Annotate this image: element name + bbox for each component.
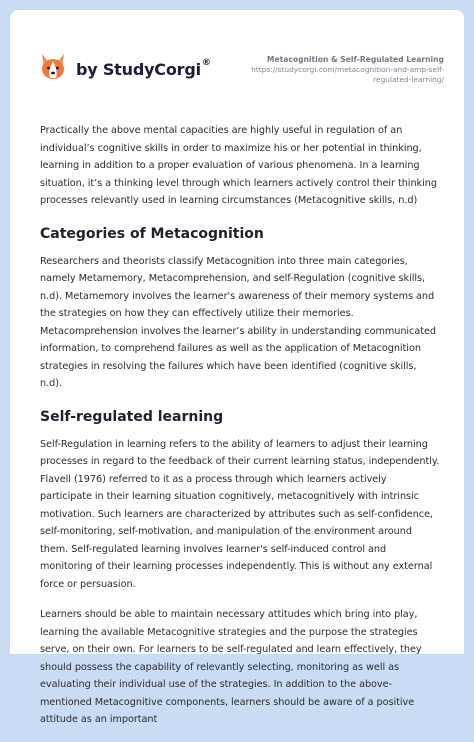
corgi-icon	[38, 52, 68, 82]
document-url-line-2: regulated-learning/	[373, 75, 444, 84]
document-url[interactable]	[214, 65, 444, 85]
studycorgi-logo[interactable]	[38, 52, 211, 82]
brand-name: by StudyCorgi®	[76, 58, 211, 79]
document-url-line-1: https://studycorgi.com/metacognition-and-amp-self-	[251, 65, 444, 74]
document-title: Metacognition & Self-Regulated Learning	[266, 55, 444, 64]
document-page	[10, 10, 464, 725]
paragraph-categories: Researchers and theorists classify Metacognition into three main categories, namely Metamemory, Metacomprehension, and self-Regulation (cognitive skills, n.d). Metamemory involves the learner's awareness of their memory systems and the strategies on how they can effectively utilize their memories. Metacomprehension involves the learner’s ability in understanding communicated information, to comprehend failures as well as the application of Metacognition strategies in resolving the failures which have been identified (cognitive skills, n.d).	[40, 255, 436, 389]
document-body	[40, 122, 440, 742]
registered-mark: ®	[201, 58, 211, 69]
document-meta	[214, 54, 444, 85]
page-header	[10, 10, 464, 100]
heading-categories-of-metacognition: Categories of Metacognition	[40, 225, 264, 242]
paragraph-self-regulation: Self-Regulation in learning refers to the ability of learners to adjust their learning processes in regard to the feedback of their current learning status, independently. Flavell (1976) referred to it as a process through which learners actively participate in their learning situation cognitively, metacognitively with intrinsic motivation. Such learners are characterized by attributes such as self-confidence, self-monitoring, self-motivation, and manipulation of the environment around them. Self-regulated learning involves learner's self-induced control and monitoring of their learning processes independently. This is without any external force or persuasion.	[40, 438, 440, 590]
heading-self-regulated-learning: Self-regulated learning	[40, 408, 224, 425]
paragraph-intro: Practically the above mental capacities are highly useful in regulation of an individual’s cognitive skills in order to maximize his or her potential in thinking, learning in addition to a proper evaluation of various phenomena. In a learning situation, it’s a thinking level through which learners actively control their thinking processes relevantly used in learning circumstances (Metacognitive skills, n.d)	[40, 125, 437, 206]
paragraph-learners: Learners should be able to maintain necessary attitudes which bring into play, learning the available Metacognitive strategies and the purpose the strategies serve, on their own. For learners to be self-regulated and learn effectively, they should possess the capability of relevantly selecting, monitoring as well as evaluating their individual use of the strategies. In addition to the above-mentioned Metacognitive components, learners should be aware of a positive attitude as an important	[40, 609, 422, 725]
